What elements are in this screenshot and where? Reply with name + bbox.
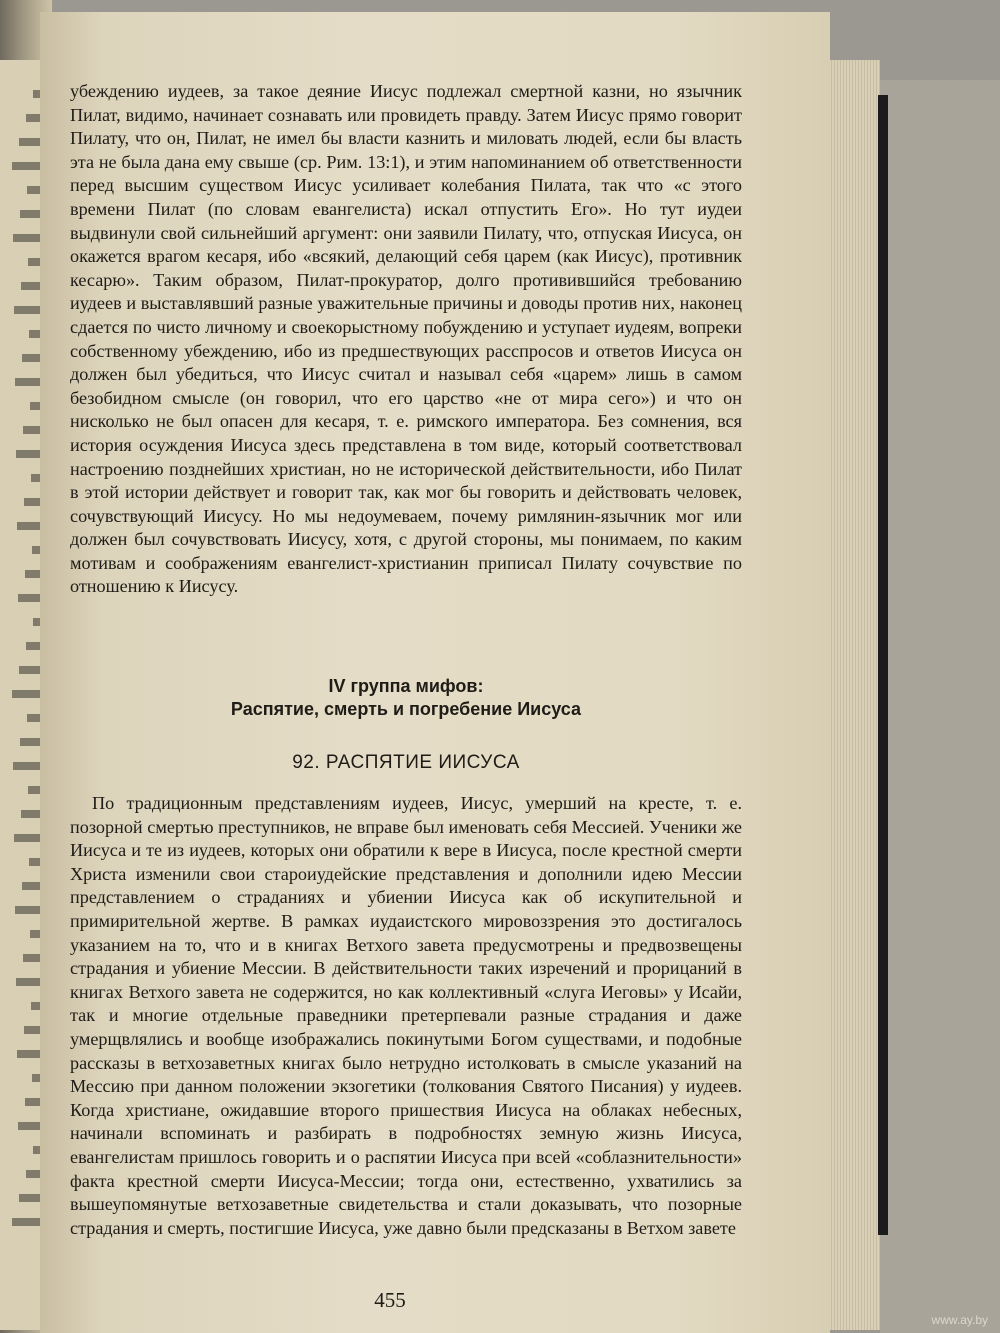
facing-page-text-fragment [18,1122,41,1130]
facing-page-text-fragment [26,1170,41,1178]
facing-page-text-fragment [17,522,41,530]
facing-page-text-fragment [13,762,41,770]
facing-page-text-fragment [16,978,41,986]
facing-page-text-fragment [22,882,41,890]
facing-page-text-fragment [20,210,41,218]
facing-page-text-fragment [17,1050,41,1058]
previous-page-edge [0,60,45,1330]
facing-page-text-fragment [14,834,41,842]
facing-page-text-fragment [27,186,41,194]
body-text-top [70,80,742,599]
section-heading: 92. РАСПЯТИЕ ИИСУСА [292,752,520,773]
facing-page-text-fragment [12,1218,41,1226]
facing-page-text-fragment [14,306,41,314]
facing-page-text-fragment [15,378,41,386]
facing-page-text-fragment [19,138,41,146]
facing-page-text-fragment [21,810,41,818]
facing-page-text-fragment [25,570,41,578]
paragraph-crucifixion: По традиционным представлениям иудеев, Иисус, умерший на кресте, т. е. позорной смертью преступников, не вправе был именовать себя Мессией. Ученики же Иисуса и те из иудеев, которых они обратили к вере в Иисуса, после крестной смерти Христа изменили свои староиудейские представления и дополнили идею Мессии представлением о страданиях и убиении Иисуса как об искупительной и примирительной жертве. В рамках иудаистского мировоззрения это достигалось указанием на то, что и в книгах Ветхого завета предусмотрены и предвозвещены страдания и убиение Мессии. В действительности таких изречений и прорицаний в книгах Ветхого завета не содержится, но как коллективный «слуга Иеговы» у Исайи, так и многие отдельные праведники претерпевали разные страдания и даже умерщвлялись и вообще изображались покинутыми Богом существами, и подобные рассказы в ветхозаветных книгах было нетрудно истолковать в смысле указаний на Мессию при данном положении экзогетики (толкования Святого Писания) у иудеев. Когда христиане, ожидавшие второго пришествия Иисуса на облаках небесных, начинали вспоминать и разбирать в подробностях земную жизнь Иисуса, евангелистам пришлось говорить и о распятии Иисуса при всей «соблазнительности» факта крестной смерти Иисуса-Мессии; тогда они, естественно, ухватились за вышеупомянутые ветхозаветные свидетельства и стали доказывать, что позорные страдания и смерть, постигшие Иисуса, уже давно были предсказаны в Ветхом завете [70,793,742,1238]
facing-page-text-fragment [23,426,41,434]
facing-page-text-fragment [26,114,41,122]
site-watermark: www.ay.by [931,1313,988,1327]
facing-page-text-fragment [19,1194,41,1202]
body-text-bottom [70,792,742,1240]
facing-page-text-fragment [12,162,41,170]
facing-page-text-fragment [23,954,41,962]
facing-page-text-fragment [16,450,41,458]
facing-page-text-fragment [24,1026,41,1034]
facing-page-text-fragment [12,690,41,698]
cover-edge-dark [878,95,888,1235]
paragraph-pilate: убеждению иудеев, за такое деяние Иисус подлежал смертной казни, но язычник Пилат, видимо, начинает сознавать или провидеть правду. Затем Иисус прямо говорит Пилату, что он, Пилат, не имел бы власти казнить и миловать людей, если бы власть эта не была дана ему свыше (ср. Рим. 13:1), и этим напоминанием об ответственности перед высшим существом Иисус усиливает колебания Пилата, так что «с этого времени Пилат (по словам евангелиста) искал отпустить Его». Но тут иудеи выдвинули свой сильнейший аргумент: они заявили Пилату, что, отпуская Иисуса, он окажется врагом кесаря, ибо «всякий, делающий себя царем (как Иисус), противник кесарю». Таким образом, Пилат-прокуратор, долго противившийся требованию иудеев и выставлявший разные уважительные причины и доводы против них, наконец сдается по чисто личному и своекорыстному побуждению и уступает иудеям, вопреки собственному убеждению, ибо из предшествующих расспросов и ответов Иисуса он должен был убедиться, что Иисус считал и называл себя «царем» лишь в самом безобидном смысле (он говорил, что его царство «не от мира сего») и что он нисколько не был опасен для кесаря, т. е. римского императора. Без сомнения, вся история осуждения Иисуса здесь представлена в том виде, который соответствовал настроению позднейших христиан, но не исторической действительности, ибо Пилат в этой истории действует и говорит так, как мог бы говорить и действовать человек, сочувствующий Иисусу. Но мы недоумеваем, почему римлянин-язычник мог или должен был сочувствовать Иисусу, хотя, с другой стороны, мы понимаем, по каким мотивам и соображениям евангелист-христианин приписал Пилату сочувствие по отношению к Иисусу. [70,81,742,597]
facing-page-text-fragment [25,1098,41,1106]
facing-page-text-fragment [18,594,41,602]
facing-page-text-fragment [20,738,41,746]
facing-page-text-fragment [22,354,41,362]
facing-page-text-fragment [15,906,41,914]
facing-page-text-fragment [26,642,41,650]
page-number: 455 [374,1288,406,1312]
facing-page-text-fragment [24,498,41,506]
group-heading-line-2: Распятие, смерть и погребение Иисуса [230,699,582,719]
facing-page-text-fragment [21,282,41,290]
facing-page-text-fragment [19,666,41,674]
group-heading-line-1: IV группа мифов: [328,676,484,696]
group-heading [70,675,742,721]
facing-page-text-fragment [13,234,41,242]
book-cover-back [880,80,1000,1333]
facing-page-text-fragment [27,714,41,722]
